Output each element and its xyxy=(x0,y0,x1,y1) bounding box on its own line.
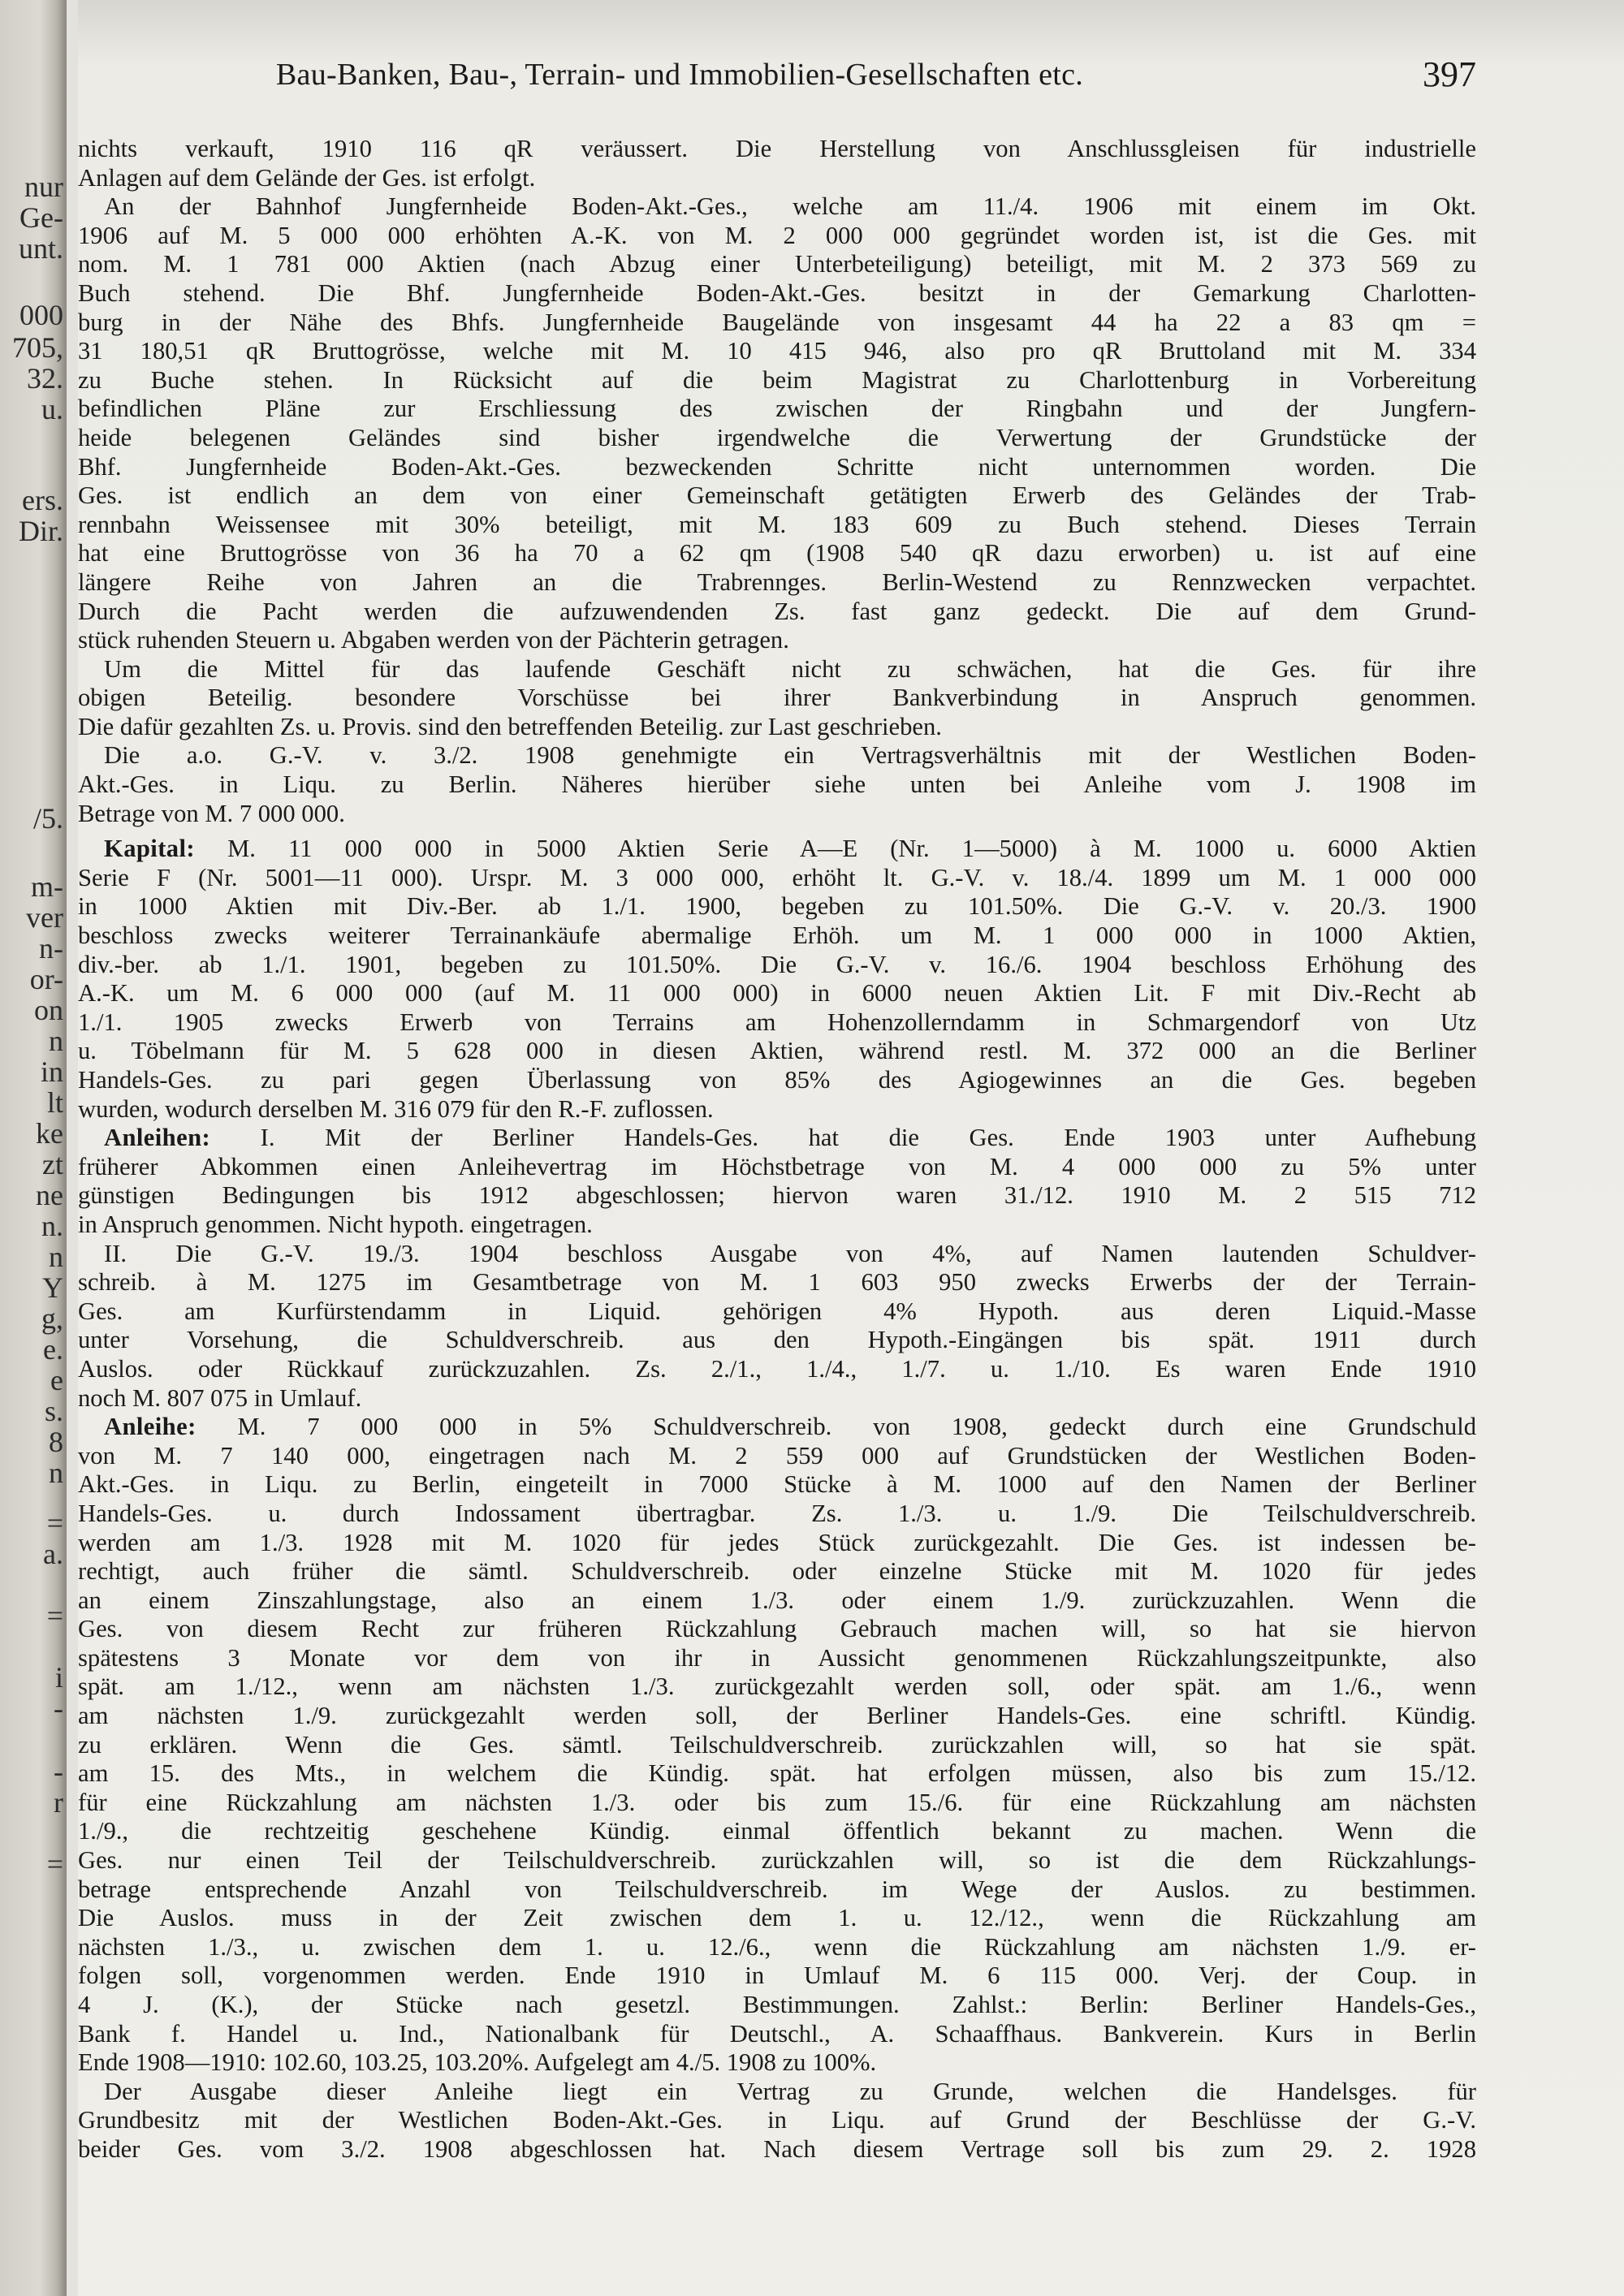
line-text: Ende 1908—1910: 102.60, 103.25, 103.20%. Aufgelegt am 4./5. 1908 zu 100%. xyxy=(78,2048,877,2077)
facing-page-fragment: 000 xyxy=(19,299,63,331)
line-text: in 1000 Aktien mit Div.-Ber. ab 1./1. 1900, begeben zu 101.50%. Die G.-V. v. 20./3. 1900 xyxy=(78,892,1476,921)
line-text: Grundbesitz mit der Westlichen Boden-Akt.-Ges. in Liqu. auf Grund der Beschlüsse der G.-V. xyxy=(78,2106,1476,2134)
facing-page-fragment: g, xyxy=(41,1302,63,1335)
line-text: 31 180,51 qR Bruttogrösse, welche mit M. 10 415 946, also pro qR Bruttoland mit M. 334 xyxy=(78,337,1476,365)
facing-page-fragment: e. xyxy=(43,1333,63,1366)
line-text: nächsten 1./3., u. zwischen dem 1. u. 12./6., wenn die Rückzahlung am nächsten 1./9. er- xyxy=(78,1932,1476,1961)
facing-page-fragment: ne xyxy=(36,1179,63,1211)
line-text: M. 11 000 000 in 5000 Aktien Serie A—E (Nr. 1—5000) à M. 1000 u. 6000 Aktien xyxy=(194,835,1476,863)
text-line xyxy=(78,568,1476,598)
text-line xyxy=(78,1268,1476,1297)
section-keyword: Anleihen: xyxy=(104,1124,211,1152)
page-number: 397 xyxy=(1423,54,1476,94)
text-line xyxy=(78,1066,1476,1095)
line-text: 1./9., die rechtzeitig geschehene Kündig. einmal öffentlich bekannt zu machen. Wenn die xyxy=(78,1817,1476,1845)
text-line xyxy=(78,979,1476,1008)
line-text: zu erklären. Wenn die Ges. sämtl. Teilschuldverschreib. zurückzahlen will, so hat sie spät. xyxy=(78,1730,1476,1759)
facing-page-fragment: i xyxy=(54,1661,63,1694)
line-text: betrage entsprechende Anzahl von Teilschuldverschreib. im Wege der Auslos. zu bestimmen. xyxy=(78,1875,1476,1903)
facing-page-fragment: u. xyxy=(41,393,63,425)
facing-page-fragment: Y xyxy=(42,1271,63,1304)
line-text: früherer Abkommen einen Anleihevertrag im Höchstbetrage von M. 4 000 000 zu 5% unter xyxy=(78,1152,1476,1180)
text-line xyxy=(78,2106,1476,2135)
line-text: heide belegenen Geländes sind bisher irgendwelche die Verwertung der Grundstücke der xyxy=(78,423,1476,451)
line-text: Buch stehend. Die Bhf. Jungfernheide Boden-Akt.-Ges. besitzt in der Gemarkung Charlotten- xyxy=(78,278,1476,307)
line-text: Anlagen auf dem Gelände der Ges. ist erfolgt. xyxy=(78,163,536,192)
line-text: A.-K. um M. 6 000 000 (auf M. 11 000 000) in 6000 neuen Aktien Lit. F mit Div.-Recht ab xyxy=(78,979,1476,1008)
body-text xyxy=(78,135,1476,2164)
text-line xyxy=(78,864,1476,893)
line-text: schreib. à M. 1275 im Gesamtbetrage von M. 1 603 950 zwecks Erwerbs der der Terrain- xyxy=(78,1268,1476,1297)
line-text: stück ruhenden Steuern u. Abgaben werden von der Pächterin getragen. xyxy=(78,626,789,654)
line-text: Ges. ist endlich an dem von einer Gemeinschaft getätigten Erwerb des Geländes der Trab- xyxy=(78,481,1476,510)
facing-page-fragment: r xyxy=(54,1786,63,1819)
section-keyword: Anleihe: xyxy=(104,1413,197,1441)
text-line xyxy=(78,366,1476,395)
text-line xyxy=(78,1933,1476,1962)
text-line xyxy=(78,309,1476,338)
facing-page-fragment: n. xyxy=(41,1210,63,1242)
text-line xyxy=(78,1759,1476,1789)
facing-page-edge xyxy=(0,0,67,2296)
text-line xyxy=(78,164,1476,193)
section-keyword: Kapital: xyxy=(104,835,195,863)
line-text: spät. am 1./12., wenn am nächsten 1./3. zurückgezahlt werden soll, oder spät. am 1./6., wenn xyxy=(78,1672,1476,1701)
line-text: werden am 1./3. 1928 mit M. 1020 für jedes Stück zurückgezahlt. Die Ges. ist indessen be- xyxy=(78,1528,1476,1556)
facing-page-fragment: n xyxy=(49,1025,63,1057)
facing-page-fragment: 32. xyxy=(27,362,63,395)
line-text: am 15. des Mts., in welchem die Kündig. spät. hat erfolgen müssen, also bis zum 15./12. xyxy=(78,1759,1476,1788)
text-line xyxy=(78,1384,1476,1413)
text-line xyxy=(78,279,1476,309)
facing-page-fragment: = xyxy=(46,1507,63,1539)
line-text: längere Reihe von Jahren an die Trabrennges. Berlin-Westend zu Rennzwecken verpachtet. xyxy=(78,568,1476,596)
running-title: Bau-Banken, Bau-, Terrain- und Immobilien-Gesellschaften etc. xyxy=(275,58,1084,92)
page-header xyxy=(78,54,1476,106)
text-line xyxy=(78,192,1476,222)
line-text: unter Vorsehung, die Schuldverschreib. aus den Hypoth.-Eingängen bis spät. 1911 durch xyxy=(78,1326,1476,1354)
facing-page-fragment: lt xyxy=(46,1086,63,1119)
text-line xyxy=(78,1037,1476,1066)
text-line xyxy=(78,800,1476,829)
text-line xyxy=(78,1789,1476,1818)
line-text: Ges. am Kurfürstendamm in Liquid. gehörigen 4% Hypoth. aus deren Liquid.-Masse xyxy=(78,1297,1476,1325)
line-text: An der Bahnhof Jungfernheide Boden-Akt.-Ges., welche am 11./4. 1906 mit einem im Okt. xyxy=(104,192,1476,221)
facing-page-fragment: = xyxy=(46,1848,63,1880)
text-line xyxy=(78,1731,1476,1760)
facing-page-fragment: 705, xyxy=(12,331,63,364)
text-line xyxy=(78,1095,1476,1124)
line-text: in Anspruch genommen. Nicht hypoth. eingetragen. xyxy=(78,1210,593,1238)
facing-page-fragment: n xyxy=(49,1457,63,1489)
line-text: nichts verkauft, 1910 116 qR veräussert. Die Herstellung von Anschlussgleisen für industrielle xyxy=(78,135,1476,162)
line-text: wurden, wodurch derselben M. 316 079 für den R.-F. zuflossen. xyxy=(78,1094,714,1123)
line-text: Handels-Ges. u. durch Indossament übertragbar. Zs. 1./3. u. 1./9. Die Teilschuldverschreib. xyxy=(78,1499,1476,1527)
line-text: Akt.-Ges. in Liqu. zu Berlin, eingeteilt in 7000 Stücke à M. 1000 auf den Namen der Berliner xyxy=(78,1470,1476,1499)
text-line xyxy=(78,1991,1476,2020)
line-text: für eine Rückzahlung am nächsten 1./3. oder bis zum 15./6. für eine Rückzahlung am nächsten xyxy=(78,1788,1476,1816)
text-line xyxy=(78,2078,1476,2107)
text-line xyxy=(78,250,1476,279)
text-line xyxy=(78,2020,1476,2049)
facing-page-fragment: in xyxy=(40,1055,63,1088)
facing-page-fragment: = xyxy=(46,1599,63,1632)
text-line xyxy=(78,770,1476,800)
line-text: noch M. 807 075 in Umlauf. xyxy=(78,1383,362,1412)
text-line xyxy=(78,2048,1476,2078)
facing-page-fragment: e xyxy=(50,1364,63,1396)
line-text: 4 J. (K.), der Stücke nach gesetzl. Bestimmungen. Zahlst.: Berlin: Berliner Handels-Ges., xyxy=(78,1991,1476,2018)
line-text: beschloss zwecks weiterer Terrainankäufe abermalige Erhöh. um M. 1 000 000 in 1000 Aktien, xyxy=(78,921,1476,950)
text-line xyxy=(78,1442,1476,1471)
line-text: Die a.o. G.-V. v. 3./2. 1908 genehmigte ein Vertragsverhältnis mit der Westlichen Boden- xyxy=(104,741,1476,770)
line-text: folgen soll, vorgenommen werden. Ende 1910 in Umlauf M. 6 115 000. Verj. der Coup. in xyxy=(78,1962,1476,1990)
facing-page-fragment: /5. xyxy=(32,802,63,835)
line-text: Serie F (Nr. 5001—11 000). Urspr. M. 3 000 000, erhöht lt. G.-V. v. 18./4. 1899 um M. 1 000 000 xyxy=(78,863,1476,891)
text-line xyxy=(78,222,1476,251)
line-text: Bank f. Handel u. Ind., Nationalbank für Deutschl., A. Schaaffhaus. Bankverein. Kurs in Berlin xyxy=(78,2019,1476,2048)
text-line xyxy=(78,2135,1476,2164)
facing-page-fragment: m- xyxy=(31,870,63,903)
text-line xyxy=(78,1470,1476,1500)
text-line xyxy=(78,1846,1476,1875)
facing-page-fragment: ke xyxy=(36,1117,63,1150)
facing-page-fragment: ver xyxy=(26,901,63,934)
facing-page-fragment: or- xyxy=(29,963,63,995)
text-line xyxy=(78,1355,1476,1384)
text-line xyxy=(78,835,1476,864)
text-line xyxy=(78,1586,1476,1616)
text-line xyxy=(78,1702,1476,1731)
line-text: 1./1. 1905 zwecks Erwerb von Terrains am Hohenzollerndamm in Schmargendorf von Utz xyxy=(78,1008,1476,1036)
text-line xyxy=(78,1124,1476,1153)
facing-page-fragment: 8 xyxy=(49,1426,63,1458)
facing-page-fragment: - xyxy=(54,1755,63,1788)
facing-page-fragment: Dir. xyxy=(18,515,63,547)
line-text: 1906 auf M. 5 000 000 erhöhten A.-K. von M. 2 000 000 gegründet worden ist, ist die Ges. mit xyxy=(78,221,1476,249)
line-text: Die Auslos. muss in der Zeit zwischen dem 1. u. 12./12., wenn die Rückzahlung am xyxy=(78,1904,1476,1932)
text-line xyxy=(78,1817,1476,1846)
line-text: Der Ausgabe dieser Anleihe liegt ein Vertrag zu Grunde, welchen die Handelsges. für xyxy=(104,2077,1476,2105)
line-text: u. Töbelmann für M. 5 628 000 in diesen Aktien, während restl. M. 372 000 an die Berliner xyxy=(78,1037,1476,1065)
facing-page-fragment: n- xyxy=(39,932,63,965)
line-text: I. Mit der Berliner Handels-Ges. hat die Ges. Ende 1903 unter Aufhebung xyxy=(210,1124,1476,1152)
text-line xyxy=(78,337,1476,366)
text-line xyxy=(78,713,1476,742)
text-line xyxy=(78,655,1476,684)
text-line xyxy=(78,511,1476,540)
line-text: Handels-Ges. zu pari gegen Überlassung von 85% des Agiogewinnes an die Ges. begeben xyxy=(78,1066,1476,1094)
text-line xyxy=(78,1875,1476,1905)
facing-page-fragment: s. xyxy=(44,1395,63,1427)
text-line xyxy=(78,1153,1476,1182)
line-text: M. 7 000 000 in 5% Schuldverschreib. von 1908, gedeckt durch eine Grundschuld xyxy=(196,1413,1476,1441)
text-line xyxy=(78,1644,1476,1673)
facing-page-fragment: unt. xyxy=(18,232,63,265)
text-line xyxy=(78,481,1476,511)
text-line xyxy=(78,1413,1476,1442)
text-line xyxy=(78,453,1476,482)
line-text: rechtigt, auch früher die sämtl. Schuldverschreib. oder einzelne Stücke mit M. 1020 für jedes xyxy=(78,1557,1476,1586)
line-text: II. Die G.-V. 19./3. 1904 beschloss Ausgabe von 4%, auf Namen lautenden Schuldver- xyxy=(104,1239,1476,1267)
line-text: rennbahn Weissensee mit 30% beteiligt, mit M. 183 609 zu Buch stehend. Dieses Terrain xyxy=(78,510,1476,538)
text-line xyxy=(78,424,1476,453)
text-line xyxy=(78,1500,1476,1529)
line-text: Ges. nur einen Teil der Teilschuldverschreib. zurückzahlen will, so ist die dem Rückzahlungs- xyxy=(78,1846,1476,1875)
line-text: Auslos. oder Rückkauf zurückzuzahlen. Zs. 2./1., 1./4., 1./7. u. 1./10. Es waren Ende 1910 xyxy=(78,1354,1476,1383)
text-line xyxy=(78,1326,1476,1355)
text-line xyxy=(78,1615,1476,1644)
line-text: beider Ges. vom 3./2. 1908 abgeschlossen hat. Nach diesem Vertrage soll bis zum 29. 2. 1928 xyxy=(78,2134,1476,2163)
text-line xyxy=(78,741,1476,770)
line-text: Bhf. Jungfernheide Boden-Akt.-Ges. bezweckenden Schritte nicht unternommen worden. Die xyxy=(78,452,1476,481)
line-text: Die dafür gezahlten Zs. u. Provis. sind den betreffenden Beteilig. zur Last geschrieben. xyxy=(78,712,942,740)
text-line xyxy=(78,135,1476,164)
facing-page-fragment: n xyxy=(49,1241,63,1273)
text-line xyxy=(78,1529,1476,1558)
text-line xyxy=(78,684,1476,713)
line-text: div.-ber. ab 1./1. 1901, begeben zu 101.50%. Die G.-V. v. 16./6. 1904 beschloss Erhöhung des xyxy=(78,950,1476,978)
line-text: befindlichen Pläne zur Erschliessung des zwischen der Ringbahn und der Jungfern- xyxy=(78,395,1476,423)
text-line xyxy=(78,1240,1476,1269)
line-text: obigen Beteilig. besondere Vorschüsse bei ihrer Bankverbindung in Anspruch genommen. xyxy=(78,684,1476,712)
line-text: Akt.-Ges. in Liqu. zu Berlin. Näheres hierüber siehe unten bei Anleihe vom J. 1908 im xyxy=(78,770,1476,799)
line-text: burg in der Nähe des Bhfs. Jungfernheide Baugelände von insgesamt 44 ha 22 a 83 qm = xyxy=(78,308,1476,336)
line-text: nom. M. 1 781 000 Aktien (nach Abzug einer Unterbeteiligung) beteiligt, mit M. 2 373 569 zu xyxy=(78,250,1476,278)
text-line xyxy=(78,626,1476,655)
line-text: zu Buche stehen. In Rücksicht auf die beim Magistrat zu Charlottenburg in Vorbereitung xyxy=(78,365,1476,394)
text-line xyxy=(78,1962,1476,1991)
facing-page-fragment: zt xyxy=(42,1148,63,1180)
text-line xyxy=(78,1181,1476,1211)
line-text: Um die Mittel für das laufende Geschäft nicht zu schwächen, hat die Ges. für ihre xyxy=(104,654,1476,683)
facing-page-fragment: on xyxy=(34,994,63,1026)
facing-page-fragment: Ge- xyxy=(19,201,63,234)
facing-page-fragment: ers. xyxy=(22,484,63,516)
text-line xyxy=(78,598,1476,627)
line-text: an einem Zinszahlungstage, also an einem 1./3. oder einem 1./9. zurückzuzahlen. Wenn die xyxy=(78,1586,1476,1614)
text-line xyxy=(78,892,1476,921)
text-line xyxy=(78,539,1476,568)
line-text: günstigen Bedingungen bis 1912 abgeschlossen; hiervon waren 31./12. 1910 M. 2 515 712 xyxy=(78,1181,1476,1210)
line-text: Ges. von diesem Recht zur früheren Rückzahlung Gebrauch machen will, so hat sie hiervon xyxy=(78,1615,1476,1643)
text-line xyxy=(78,1211,1476,1240)
line-text: spätestens 3 Monate vor dem von ihr in Aussicht genommenen Rückzahlungszeitpunkte, also xyxy=(78,1643,1476,1672)
text-line xyxy=(78,395,1476,424)
line-text: von M. 7 140 000, eingetragen nach M. 2 559 000 auf Grundstücken der Westlichen Boden- xyxy=(78,1441,1476,1470)
line-text: Durch die Pacht werden die aufzuwendenden Zs. fast ganz gedeckt. Die auf dem Grund- xyxy=(78,597,1476,625)
facing-page-fragment: a. xyxy=(43,1538,63,1570)
text-line xyxy=(78,921,1476,951)
text-line xyxy=(78,1008,1476,1038)
text-line xyxy=(78,1672,1476,1702)
line-text: Betrage von M. 7 000 000. xyxy=(78,799,345,827)
text-line xyxy=(78,1904,1476,1933)
text-line xyxy=(78,1557,1476,1586)
facing-page-fragment: - xyxy=(54,1692,63,1724)
text-line xyxy=(78,1297,1476,1327)
line-text: am nächsten 1./9. zurückgezahlt werden soll, der Berliner Handels-Ges. eine schriftl. Kündig. xyxy=(78,1702,1476,1730)
facing-page-fragment: nur xyxy=(24,170,63,203)
line-text: hat eine Bruttogrösse von 36 ha 70 a 62 qm (1908 540 qR dazu erworben) u. ist auf eine xyxy=(78,539,1476,568)
text-line xyxy=(78,951,1476,980)
